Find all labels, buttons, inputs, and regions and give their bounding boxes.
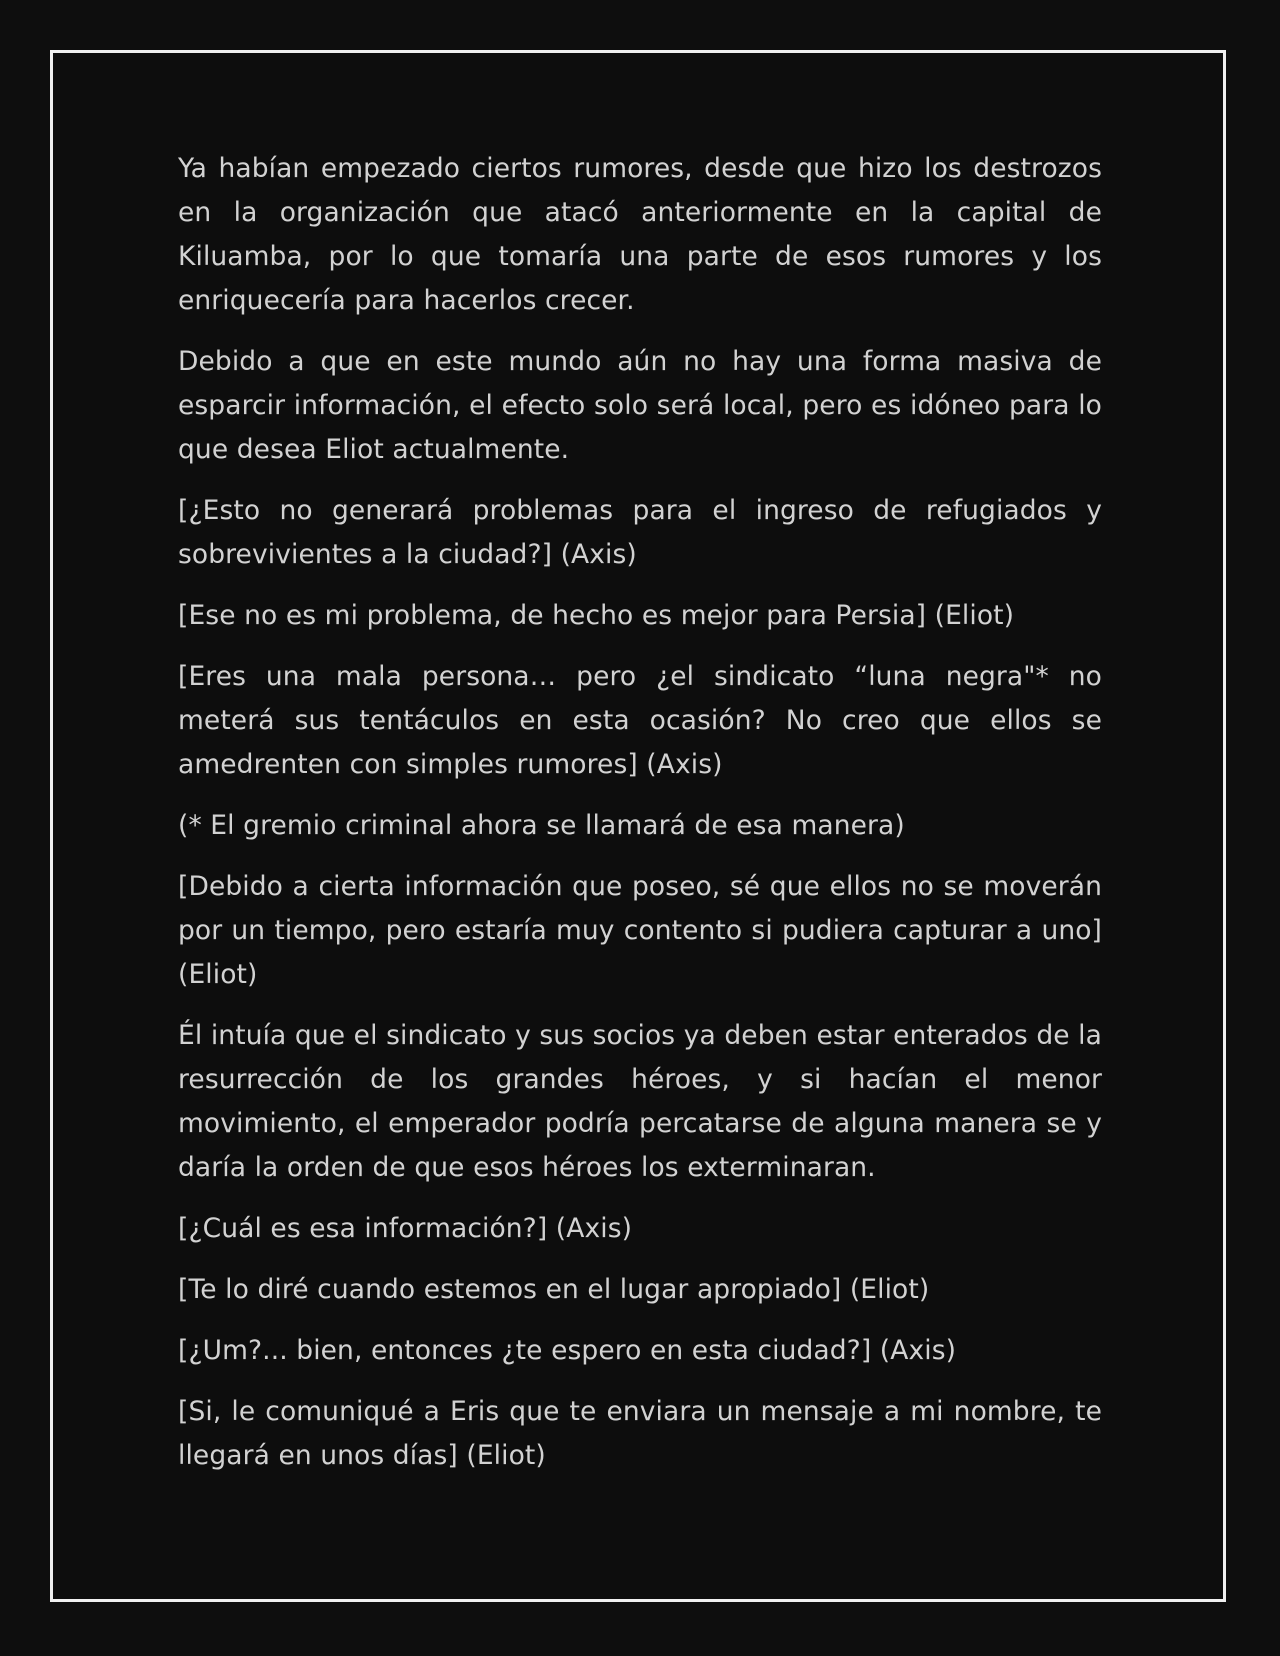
footnote: (* El gremio criminal ahora se llamará de esa manera) <box>178 810 905 841</box>
dialogue-line: [¿Cuál es esa información?] (Axis) <box>178 1213 633 1244</box>
dialogue-line: [¿Esto no generará problemas para el ingreso de refugiados y sobrevivientes a la ciudad?] (Axis) <box>178 495 1102 570</box>
dialogue-line: [Ese no es mi problema, de hecho es mejor para Persia] (Eliot) <box>178 600 1015 631</box>
dialogue-line: [Si, le comuniqué a Eris que te enviara un mensaje a mi nombre, te llegará en unos días] (Eliot) <box>178 1396 1102 1471</box>
paragraph: Debido a que en este mundo aún no hay una forma masiva de esparcir información, el efecto solo será local, pero es idóneo para lo que desea Eliot actualmente. <box>178 346 1102 465</box>
dialogue-line: [Eres una mala persona… pero ¿el sindicato “luna negra"* no meterá sus tentáculos en esta ocasión? No creo que ellos se amedrenten con simples rumores] (Axis) <box>178 661 1102 780</box>
text-body <box>178 147 1102 1495</box>
dialogue-line: [Te lo diré cuando estemos en el lugar apropiado] (Eliot) <box>178 1274 930 1305</box>
dialogue-line: [¿Um?... bien, entonces ¿te espero en esta ciudad?] (Axis) <box>178 1335 957 1366</box>
paragraph: Él intuía que el sindicato y sus socios ya deben estar enterados de la resurrección de los grandes héroes, y si hacían el menor movimiento, el emperador podría percatarse de alguna manera se y daría la orden de que esos héroes los exterminaran. <box>178 1020 1102 1183</box>
paragraph: Ya habían empezado ciertos rumores, desde que hizo los destrozos en la organización que atacó anteriormente en la capital de Kiluamba, por lo que tomaría una parte de esos rumores y los enriquecería para hacerlos crecer. <box>178 153 1102 316</box>
dialogue-line: [Debido a cierta información que poseo, sé que ellos no se moverán por un tiempo, pero estaría muy contento si pudiera capturar a uno] (Eliot) <box>178 871 1102 990</box>
